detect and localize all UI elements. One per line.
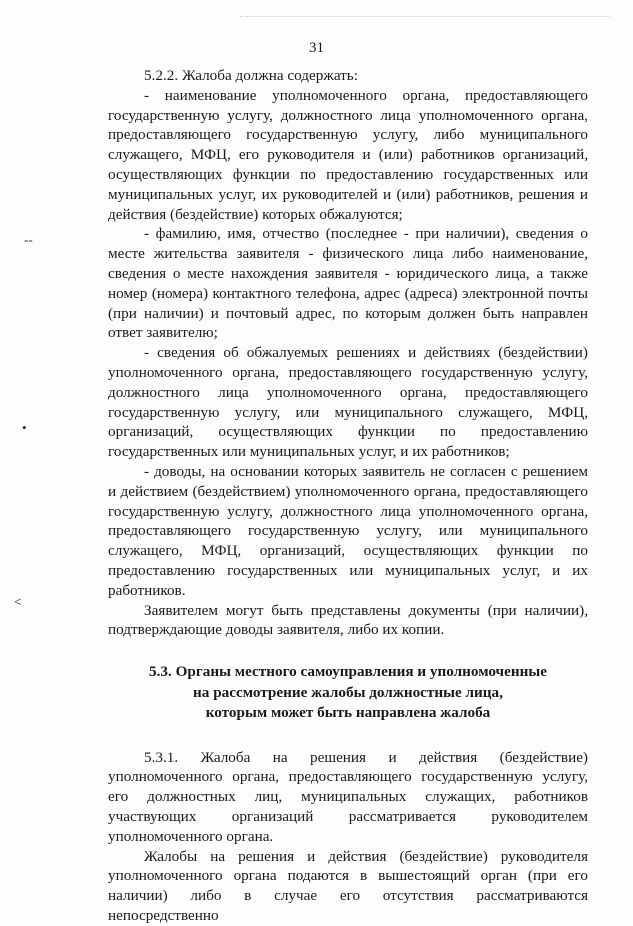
scan-mark: ‑‑ — [24, 232, 33, 247]
list-item: - фамилию, имя, отчество (последнее - при наличии), сведения о месте жительства заявителя - физического лица либо наименование, сведения о месте нахождения заявителя - юридического лица, а также номер (номера) контактного телефона, адрес (адреса) электронной почты (при наличии) и почтовый адрес, по которым должен быть направлен ответ заявителю; — [108, 225, 588, 342]
page-number: 31 — [309, 40, 324, 56]
heading-line: на рассмотрение жалобы должностные лица, — [193, 683, 503, 701]
paragraph-5-2-2: 5.2.2. Жалоба должна содержать: — [144, 67, 358, 84]
scan-edge-line — [240, 16, 610, 17]
heading-line: которым может быть направлена жалоба — [205, 704, 491, 722]
list-item: - наименование уполномоченного органа, предоставляющего государственную услугу, должностного лица уполномоченного органа, предоставляющего государственную услугу, либо муниципального служащего, МФЦ, его руководителя и (или) работников организаций, осуществляющих функции по предоставлению государственных или муниципальных услуг, их руководителей и (или) работников, решения и действия (бездействие) которых обжалуются; — [108, 86, 588, 223]
paragraph-complaints: Жалобы на решения и действия (бездействие) руководителя уполномоченного органа подаются в вышестоящий орган (при его наличии) либо в случае его отсутствия рассматриваются непосредственно — [108, 847, 588, 924]
list-item: - доводы, на основании которых заявитель не согласен с решением и действием (бездействием) уполномоченного органа, предоставляющего государственную услугу, должностного лица уполномоченного органа, предоставляющего государственную услугу, или муниципального служащего, МФЦ, организаций, осуществляющих функции по предоставлению государственных или муниципальных услуг, и их работников. — [108, 462, 588, 599]
section-heading-5-3 — [108, 662, 588, 724]
paragraph-5-3-1: 5.3.1. Жалоба на решения и действия (бездействие) уполномоченного органа, предоставляющего государственную услугу, его должностных лиц, муниципальных служащих, работников участвующих организаций рассматривается руководителем уполномоченного органа. — [108, 748, 588, 845]
scan-mark: ˂ — [14, 594, 22, 609]
heading-line: 5.3. Органы местного самоуправления и уполномоченные — [149, 663, 547, 681]
document-body — [108, 66, 588, 926]
paragraph-documents: Заявителем могут быть представлены документы (при наличии), подтверждающие доводы заявителя, либо их копии. — [108, 601, 588, 639]
scan-dot: • — [22, 420, 27, 435]
list-item: - сведения об обжалуемых решениях и действиях (бездействии) уполномоченного органа, предоставляющего государственную услугу, должностного лица уполномоченного органа, предоставляющего государственную услугу, или муниципального служащего, МФЦ, организаций, осуществляющих функции по предоставлению государственных или муниципальных услуг, и их работников; — [108, 344, 588, 461]
